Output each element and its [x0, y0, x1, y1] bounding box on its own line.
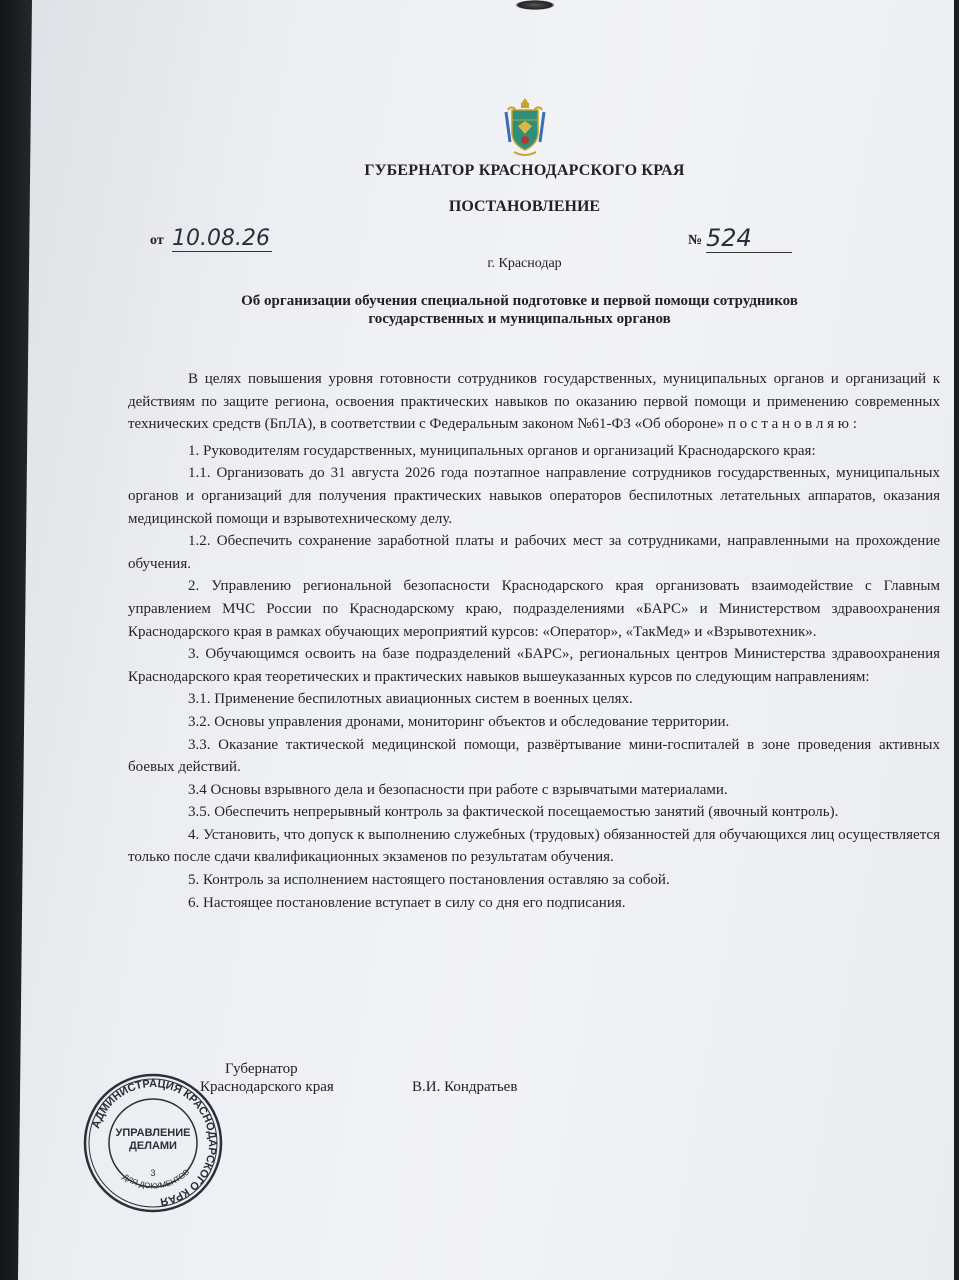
clause-1: 1. Руководителям государственных, муниципальных органов и организаций Краснодарского края:	[188, 442, 816, 459]
subject	[40, 292, 959, 328]
signature-title-line-1: Губернатор	[225, 1061, 298, 1077]
clause-3-1: 3.1. Применение беспилотных авиационных систем в военных целях.	[188, 691, 633, 708]
clause-3-2: 3.2. Основы управления дронами, мониторинг объектов и обследование территории.	[188, 713, 730, 730]
clause-1-2: 1.2. Обеспечить сохранение заработной платы и рабочих мест за сотрудниками, направленными на прохождение обучения.	[128, 533, 940, 572]
clause-3: 3. Обучающимся освоить на базе подразделений «БАРС», региональных центров Министерства здравоохранения Краснодарского края теоретических и практических навыков вышеуказанных курсов по следующим направлениям:	[128, 646, 940, 685]
stamp-outer-text: АДМИНИСТРАЦИЯ КРАСНОДАРСКОГО КРАЯ	[90, 1077, 219, 1208]
city: г. Краснодар	[487, 256, 562, 271]
clause-2: 2. Управлению региональной безопасности Краснодарского края организовать взаимодействие с Главным управлением МЧС России по Краснодарскому краю, подразделениями «БАРС» и Министерством здравоохранения Краснодарского края в рамках обучающих мероприятий курсов: «Оператор», «ТакМед» и «Взрывотехник».	[128, 578, 940, 640]
paper-clip	[515, 0, 555, 10]
clause-3-4: 3.4 Основы взрывного дела и безопасности при работе с взрывчатыми материалами.	[188, 781, 728, 798]
stamp-center-line-1: УПРАВЛЕНИЕ	[115, 1127, 191, 1139]
subject-line-1: Об организации обучения специальной подготовке и первой помощи сотрудников	[241, 293, 798, 309]
number-handwritten: 524	[706, 224, 792, 253]
clause-3-5: 3.5. Обеспечить непрерывный контроль за фактической посещаемостью занятий (явочный контроль).	[188, 804, 839, 821]
signatory-name: В.И. Кондратьев	[412, 1079, 518, 1095]
clause-6: 6. Настоящее постановление вступает в силу со дня его подписания.	[188, 894, 626, 911]
date-handwritten: 10.08.26	[172, 226, 272, 252]
clause-4: 4. Установить, что допуск к выполнению служебных (трудовых) обязанностей для обучающихся лиц осуществляется только после сдачи квалификационных экзаменов по результатам обучения.	[128, 826, 940, 866]
official-stamp-icon	[82, 1072, 224, 1214]
preamble-paragraph: В целях повышения уровня готовности сотрудников государственных, муниципальных органов и организаций к действиям по защите региона, освоения практических навыков по оказанию первой помощи и применению современных технических средств (БпЛА), в соответствии с Федеральным законом №61-ФЗ «Об обороне» п о с т а н о в л я ю :	[128, 371, 940, 433]
clause-5: 5. Контроль за исполнением настоящего постановления оставляю за собой.	[188, 872, 670, 889]
svg-text:ДЛЯ ДОКУМЕНТОВ	[121, 1167, 191, 1190]
number-prefix: №	[688, 233, 703, 248]
clause-1-1: 1.1. Организовать до 31 августа 2026 года поэтапное направление сотрудников государственных, муниципальных органов и организаций для получения практических навыков операторов беспилотных летательных аппаратов, оказания медицинской помощи и взрывотехническому делу.	[128, 465, 940, 527]
coat-of-arms-icon	[500, 96, 550, 158]
governor-title: ГУБЕРНАТОР КРАСНОДАРСКОГО КРАЯ	[364, 162, 685, 179]
stamp-bottom-text: ДЛЯ ДОКУМЕНТОВ	[120, 1167, 192, 1191]
stamp-center-line-2: ДЕЛАМИ	[129, 1140, 177, 1152]
subject-line-2: государственных и муниципальных органов	[368, 311, 671, 327]
stamp-number: 3	[150, 1168, 156, 1178]
clause-3-3: 3.3. Оказание тактической медицинской помощи, развёртывание мини-госпиталей в зоне проведения активных боевых действий.	[128, 736, 940, 776]
date-prefix: от	[150, 233, 164, 248]
document-body	[128, 368, 940, 914]
signature-title-line-2: Краснодарского края	[200, 1079, 334, 1095]
document-type: ПОСТАНОВЛЕНИЕ	[448, 198, 601, 215]
